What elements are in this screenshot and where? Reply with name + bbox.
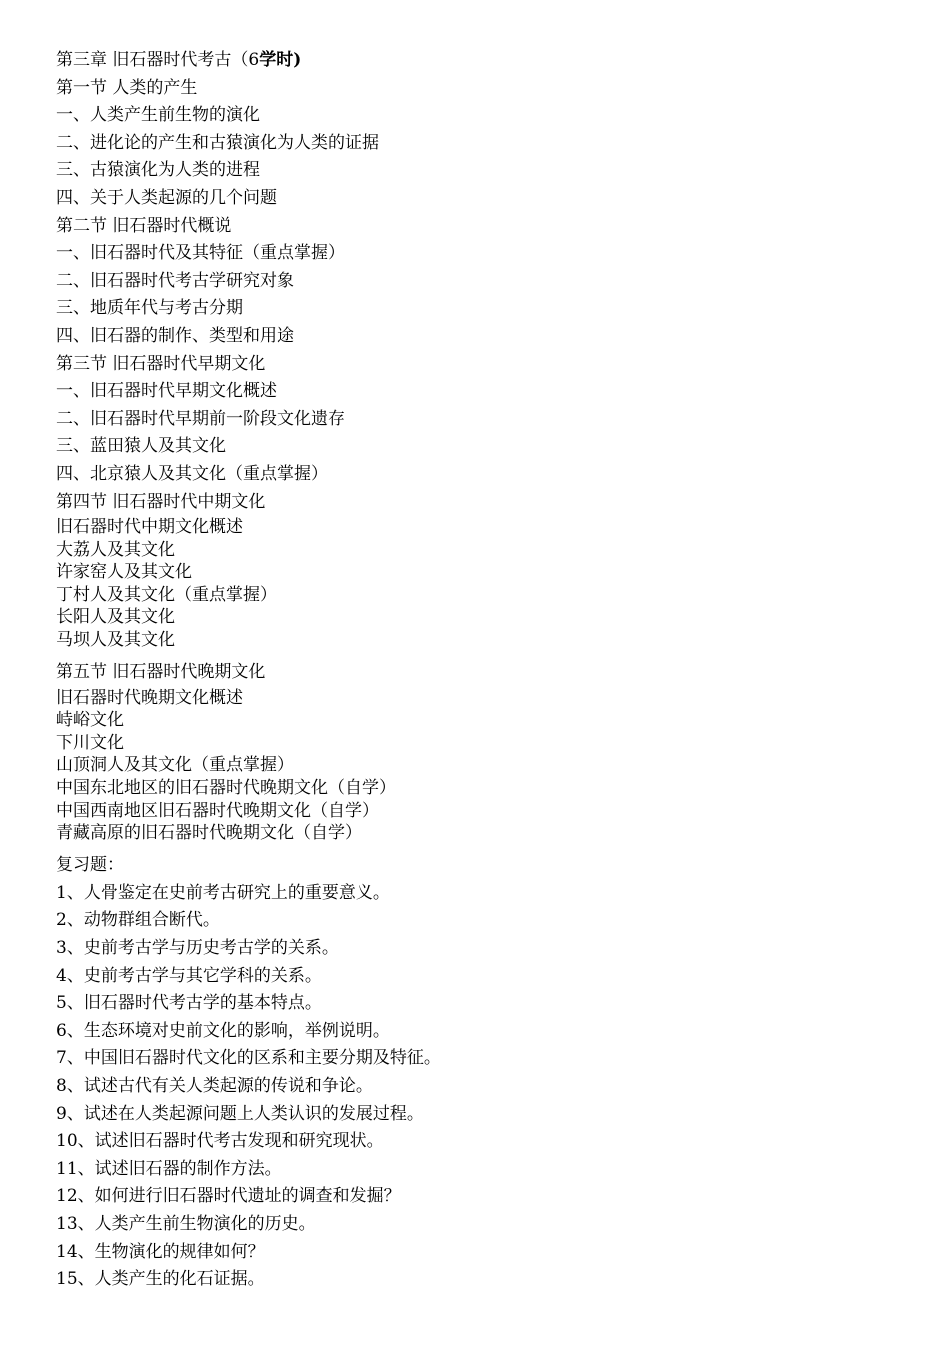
list-item: 中国西南地区旧石器时代晚期文化（自学）	[56, 800, 379, 821]
list-item: 旧石器时代晚期文化概述	[56, 687, 243, 708]
chapter-title-main: 第三章 旧石器时代考古（6	[56, 50, 260, 70]
list-item: 二、进化论的产生和古猿演化为人类的证据	[56, 132, 379, 153]
review-question: 6、生态环境对史前文化的影响，举例说明。	[56, 1020, 390, 1041]
list-item: 二、旧石器时代考古学研究对象	[56, 270, 294, 291]
review-question: 12、如何进行旧石器时代遗址的调查和发掘？	[56, 1186, 401, 1207]
list-item: 丁村人及其文化（重点掌握）	[56, 584, 277, 605]
section-heading: 第五节 旧石器时代晚期文化	[56, 662, 266, 683]
list-item: 旧石器时代中期文化概述	[56, 517, 243, 538]
list-item: 马坝人及其文化	[56, 630, 175, 651]
review-question: 1、人骨鉴定在史前考古研究上的重要意义。	[56, 882, 390, 903]
list-item: 一、旧石器时代及其特征（重点掌握）	[56, 243, 345, 264]
list-item: 一、人类产生前生物的演化	[56, 105, 260, 126]
document-page	[56, 47, 916, 1294]
section-heading: 第二节 旧石器时代概说	[56, 215, 232, 236]
review-question: 10、试述旧石器时代考古发现和研究现状。	[56, 1131, 384, 1152]
review-question: 5、旧石器时代考古学的基本特点。	[56, 993, 322, 1014]
review-question: 15、人类产生的化石证据。	[56, 1269, 265, 1290]
list-item: 峙峪文化	[56, 710, 124, 731]
list-item: 二、旧石器时代早期前一阶段文化遗存	[56, 408, 345, 429]
list-item: 四、旧石器的制作、类型和用途	[56, 325, 294, 346]
list-item: 青藏高原的旧石器时代晚期文化（自学）	[56, 823, 362, 844]
list-item: 长阳人及其文化	[56, 607, 175, 628]
section-heading: 第四节 旧石器时代中期文化	[56, 491, 266, 512]
chapter-title-bold: 学时	[259, 50, 294, 70]
list-item: 三、地质年代与考古分期	[56, 298, 243, 319]
list-item: 四、关于人类起源的几个问题	[56, 187, 277, 208]
review-heading: 复习题：	[56, 855, 124, 876]
list-item: 山顶洞人及其文化（重点掌握）	[56, 755, 294, 776]
review-question: 11、试述旧石器的制作方法。	[56, 1158, 282, 1179]
review-question: 14、生物演化的规律如何？	[56, 1241, 265, 1262]
review-question: 13、人类产生前生物演化的历史。	[56, 1213, 316, 1234]
list-item: 一、旧石器时代早期文化概述	[56, 381, 277, 402]
list-item: 中国东北地区的旧石器时代晚期文化（自学）	[56, 778, 396, 799]
list-item: 三、蓝田猿人及其文化	[56, 436, 226, 457]
list-item: 下川文化	[56, 732, 124, 753]
review-question: 7、中国旧石器时代文化的区系和主要分期及特征。	[56, 1048, 441, 1069]
list-item: 许家窑人及其文化	[56, 562, 192, 583]
list-item: 三、古猿演化为人类的进程	[56, 160, 260, 181]
review-question: 2、动物群组合断代。	[56, 910, 220, 931]
review-question: 8、试述古代有关人类起源的传说和争论。	[56, 1075, 373, 1096]
review-question: 9、试述在人类起源问题上人类认识的发展过程。	[56, 1103, 424, 1124]
chapter-title-end: )	[293, 50, 302, 70]
section-heading: 第三节 旧石器时代早期文化	[56, 353, 266, 374]
list-item: 四、北京猿人及其文化（重点掌握）	[56, 463, 328, 484]
review-question: 3、史前考古学与历史考古学的关系。	[56, 938, 339, 958]
chapter-title	[56, 47, 916, 75]
list-item: 大荔人及其文化	[56, 539, 175, 560]
review-question: 4、史前考古学与其它学科的关系。	[56, 965, 322, 986]
section-heading: 第一节 人类的产生	[56, 77, 198, 98]
